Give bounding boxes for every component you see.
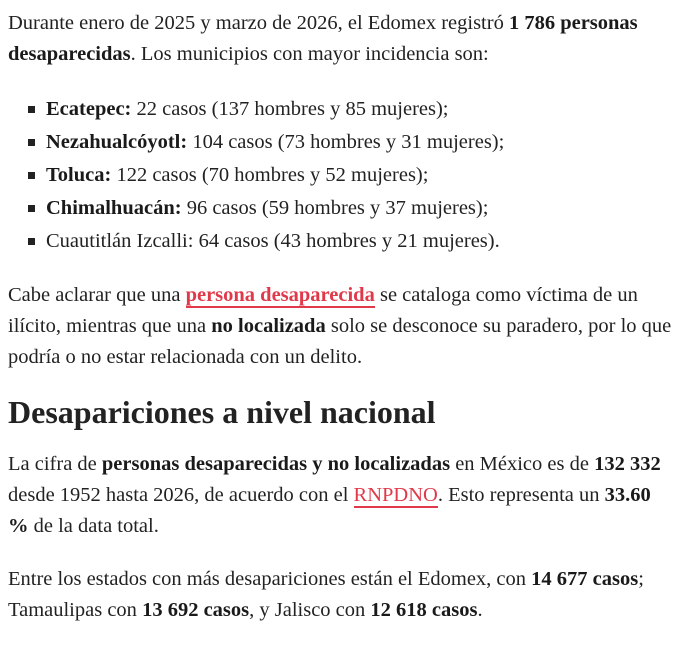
national-text: desde 1952 hasta 2026, de acuerdo con el <box>8 484 354 506</box>
list-item <box>28 225 673 258</box>
municipality-name: Toluca: <box>46 164 112 186</box>
municipality-detail: 96 casos (59 hombres y 37 mujeres); <box>181 197 489 219</box>
clarification-paragraph <box>8 280 673 373</box>
tamaulipas-count: 13 692 casos <box>142 599 250 621</box>
municipality-list <box>8 93 673 258</box>
jalisco-count: 12 618 casos <box>370 599 478 621</box>
intro-paragraph <box>8 8 673 70</box>
municipality-detail: 64 casos (43 hombres y 21 mujeres). <box>193 230 500 252</box>
states-text: , y Jalisco con <box>249 599 371 621</box>
national-text: de la data total. <box>28 515 159 537</box>
states-text: Entre los estados con más desapariciones están el Edomex, con <box>8 568 532 590</box>
municipality-detail: 104 casos (73 hombres y 31 mujeres); <box>187 131 505 153</box>
states-text: . <box>477 599 483 621</box>
national-text: en México es de <box>450 453 595 475</box>
square-bullet-icon <box>28 205 35 212</box>
list-item <box>28 192 673 225</box>
list-item <box>28 126 673 159</box>
square-bullet-icon <box>28 238 35 245</box>
intro-text: . Los municipios con mayor incidencia son: <box>130 43 489 65</box>
edomex-count: 14 677 casos <box>531 568 639 590</box>
clarification-text: se cataloga como víctima de un ilícito, mientras que una <box>8 284 638 337</box>
municipality-name: Ecatepec: <box>46 98 132 120</box>
list-item <box>28 159 673 192</box>
persona-desaparecida-link[interactable]: persona desaparecida <box>185 284 375 306</box>
national-total-count: 132 332 <box>594 453 661 475</box>
states-paragraph <box>8 564 673 626</box>
national-term: personas desaparecidas y no localizadas <box>101 453 451 475</box>
no-localizada-term: no localizada <box>211 315 326 337</box>
rnpdno-link[interactable]: RNPDNO <box>353 484 438 506</box>
municipality-name: Nezahualcóyotl: <box>46 131 188 153</box>
section-heading: Desapariciones a nivel nacional <box>8 394 436 430</box>
national-paragraph <box>8 449 673 542</box>
municipality-detail: 22 casos (137 hombres y 85 mujeres); <box>131 98 449 120</box>
intro-total-count: 1 786 personas desaparecidas <box>8 12 638 65</box>
intro-text: Durante enero de 2025 y marzo de 2026, el Edomex registró <box>8 12 509 34</box>
states-text: ; Tamaulipas con <box>8 568 644 621</box>
municipality-name: Chimalhuacán: <box>46 197 182 219</box>
municipality-detail: 122 casos (70 hombres y 52 mujeres); <box>111 164 429 186</box>
national-text: La cifra de <box>8 453 102 475</box>
square-bullet-icon <box>28 139 35 146</box>
square-bullet-icon <box>28 106 35 113</box>
municipality-name: Cuautitlán Izcalli: <box>46 230 194 252</box>
square-bullet-icon <box>28 172 35 179</box>
clarification-text: solo se desconoce su paradero, por lo que podría o no estar relacionada con un delito. <box>8 315 672 368</box>
national-percentage: 33.60 % <box>8 484 651 537</box>
list-item <box>28 93 673 126</box>
clarification-text: Cabe aclarar que una <box>8 284 186 306</box>
national-text: . Esto representa un <box>437 484 605 506</box>
